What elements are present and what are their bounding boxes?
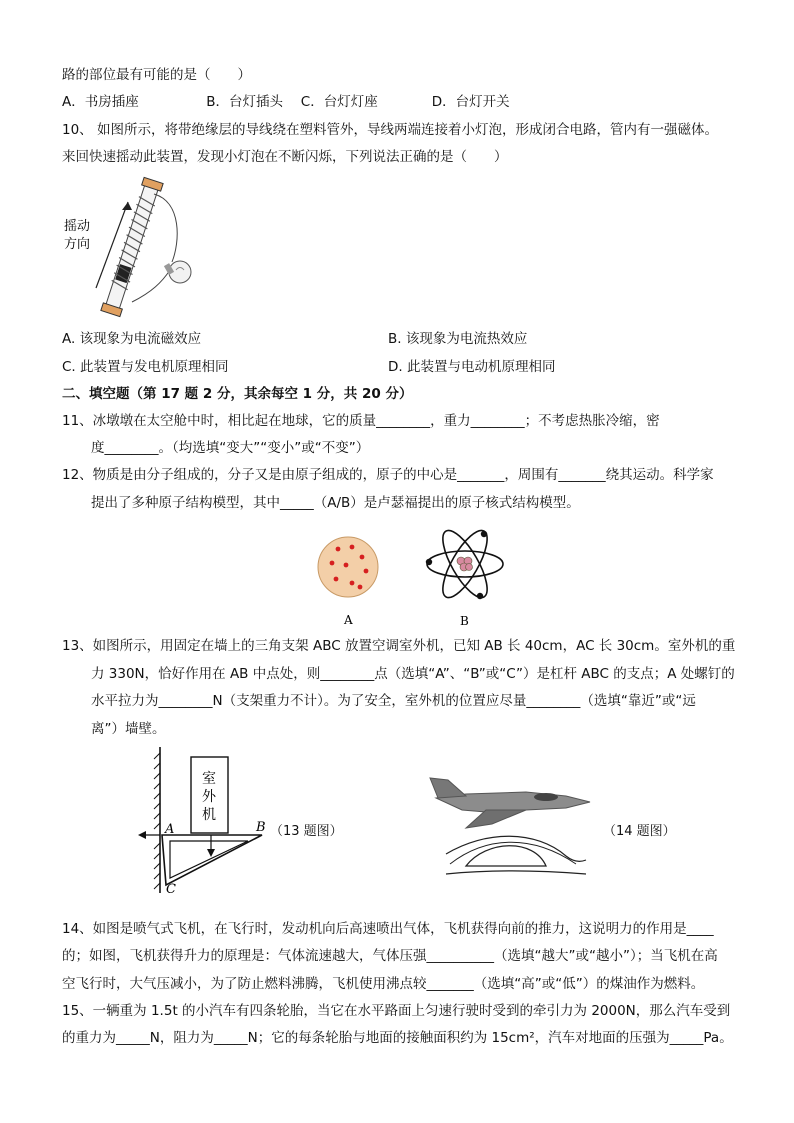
unit-char-2: 外	[202, 789, 216, 805]
section-2-heading: 二、填空题（第 17 题 2 分，其余每空 1 分，共 20 分）	[62, 386, 413, 402]
bracket-figure	[132, 745, 282, 895]
atom-label-b: B	[460, 614, 469, 628]
q11-text-1: 11、冰墩墩在太空舱中时，相比起在地球，它的质量________，重力________；不考虑热胀冷缩，密	[62, 413, 660, 429]
q15-text-2: 的重力为_____N，阻力为_____N；它的每条轮胎与地面的接触面积约为 15cm²，汽车对地面的压强为_____Pa。	[62, 1030, 733, 1046]
unit-char-3: 机	[202, 807, 216, 823]
shake-label-2: 方向	[64, 237, 91, 252]
q9-options: A．书房插座 B．台灯插头 C．台灯灯座 D．台灯开关	[62, 94, 510, 110]
q13-text-2: 力 330N，恰好作用在 AB 中点处，则________点（选填“A”、“B”或“C”）是杠杆 ABC 的支点；A 处螺钉的	[91, 666, 735, 682]
atom-model-b	[420, 522, 510, 628]
q12-text-1: 12、物质是由分子组成的，分子又是由原子组成的，原子的中心是_______，周围有_______绕其运动。科学家	[62, 467, 714, 483]
q10-text-2: 来回快速摇动此装置，发现小灯泡在不断闪烁，下列说法正确的是（ ）	[62, 149, 508, 165]
q10-option-b: B. 该现象为电流热效应	[388, 331, 528, 347]
q10-option-d: D. 此装置与电动机原理相同	[388, 359, 556, 375]
point-c-label: C	[166, 882, 176, 895]
unit-char-1: 室	[202, 771, 216, 787]
q14-text-2: 的；如图，飞机获得升力的原理是：气体流速越大，气体压强__________（选填“越大”或“越小”）；当飞机在高	[62, 948, 718, 964]
q12-text-2: 提出了多种原子结构模型，其中_____（A/B）是卢瑟福提出的原子核式结构模型。	[91, 495, 580, 511]
q10-option-a: A. 该现象为电流磁效应	[62, 331, 202, 347]
q10-text-1: 10、 如图所示，将带绝缘层的导线绕在塑料管外，导线两端连接着小灯泡，形成闭合电路，管内有一强磁体。	[62, 122, 718, 138]
q13-text-1: 13、如图所示，用固定在墙上的三角支架 ABC 放置空调室外机，已知 AB 长 40cm，AC 长 30cm。室外机的重	[62, 638, 736, 654]
atom-model-a	[310, 527, 390, 627]
shake-label-1: 摇动	[64, 219, 91, 234]
point-b-label: B	[256, 820, 266, 835]
coil-device-figure	[62, 172, 212, 322]
q15-text-1: 15、一辆重为 1.5t 的小汽车有四条轮胎，当它在水平路面上匀速行驶时受到的牵引力为 2000N，那么汽车受到	[62, 1003, 731, 1019]
q9-tail: 路的部位最有可能的是（ ）	[62, 67, 251, 83]
fig13-caption: （13 题图）	[270, 824, 343, 839]
point-a-label: A	[165, 822, 175, 837]
q10-option-c: C. 此装置与发电机原理相同	[62, 359, 229, 375]
q14-text-1: 14、如图是喷气式飞机，在飞行时，发动机向后高速喷出气体，飞机获得向前的推力，这说明力的作用是____	[62, 921, 714, 937]
jet-figure	[426, 770, 598, 882]
fig14-caption: （14 题图）	[603, 824, 676, 839]
q13-text-3: 水平拉力为________N（支架重力不计）。为了安全，室外机的位置应尽量________（选填“靠近”或“远	[91, 693, 696, 709]
q13-text-4: 离”）墙壁。	[91, 721, 166, 737]
atom-label-a: A	[344, 613, 353, 627]
q11-text-2: 度________。（均选填“变大”“变小”或“不变”）	[91, 440, 370, 456]
q14-text-3: 空飞行时，大气压减小，为了防止燃料沸腾，飞机使用沸点较_______（选填“高”或“低”）的煤油作为燃料。	[62, 976, 705, 992]
